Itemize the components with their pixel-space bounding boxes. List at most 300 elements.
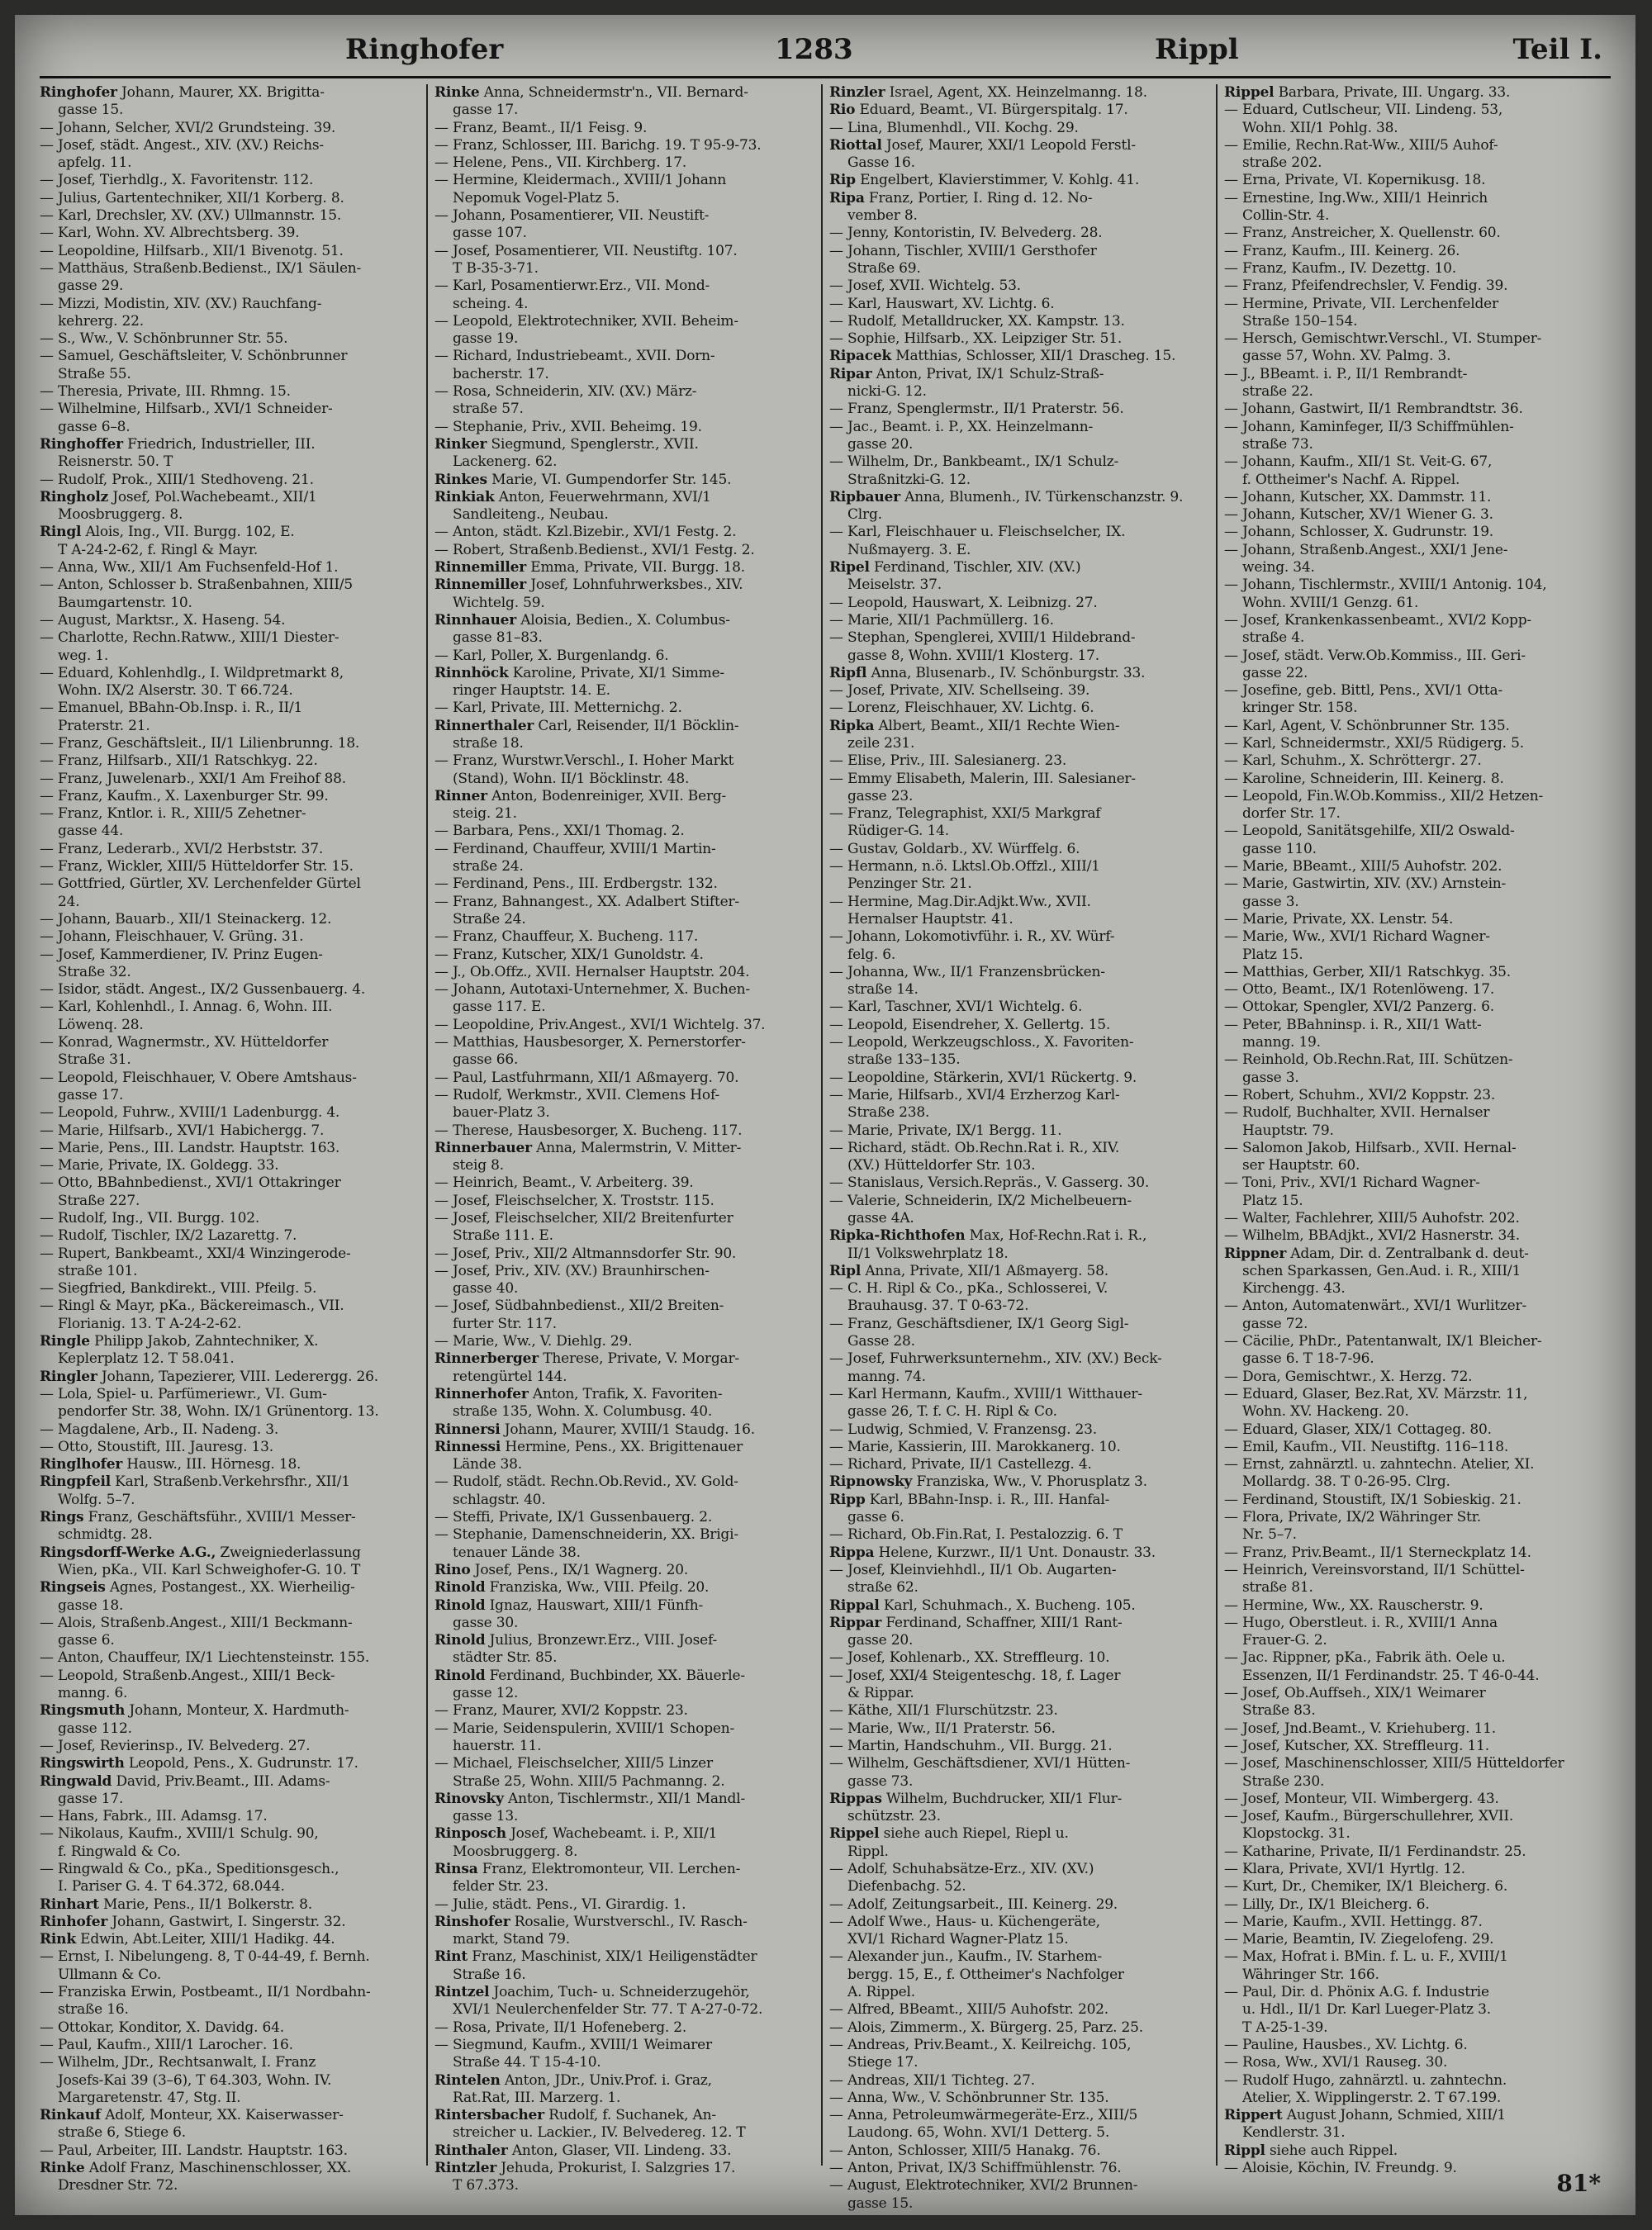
directory-entry-line: — Lilly, Dr., IX/1 Bleicherg. 6. bbox=[1224, 1896, 1430, 1913]
directory-entry-line: gasse 13. bbox=[453, 1808, 519, 1825]
directory-entry-line: Straße 31. bbox=[58, 1051, 131, 1069]
directory-entry-line: nicki-G. 12. bbox=[847, 383, 927, 401]
directory-entry-heading bbox=[829, 718, 1208, 735]
directory-entry-line: — Leopold, Sanitätsgehilfe, XII/2 Oswald- bbox=[1224, 823, 1515, 840]
directory-entry-heading bbox=[40, 524, 418, 541]
directory-entry-line: — Eduard, Kohlenhdlg., I. Wildpretmarkt 8, bbox=[40, 664, 344, 681]
directory-entry-line: straße 16. bbox=[58, 2001, 129, 2019]
directory-entry-line: — Josef, Priv., XIV. (XV.) Braunhirschen- bbox=[434, 1262, 710, 1279]
directory-entry-line: — Josef, städt. Verw.Ob.Kommiss., III. Geri- bbox=[1224, 647, 1526, 664]
footer-page-mark: 81* bbox=[1556, 2170, 1601, 2197]
surname-heading: Ripel bbox=[829, 559, 870, 576]
surname-heading: Rinnerthaler bbox=[434, 717, 534, 734]
surname-heading: Ringswirth bbox=[40, 1755, 125, 1772]
entry-text: Ignaz, Hauswart, XIII/1 Fünfh- bbox=[485, 1597, 704, 1614]
entry-text: Leopold, Pens., X. Gudrunstr. 17. bbox=[124, 1755, 358, 1772]
directory-entry-heading bbox=[434, 1668, 813, 1685]
surname-heading: Rinker bbox=[434, 435, 487, 453]
directory-entry-line: straße 73. bbox=[1242, 435, 1313, 453]
directory-entry-line: — Adolf, Zeitungsarbeit., III. Keinerg. 29. bbox=[829, 1896, 1118, 1913]
directory-entry-line: schmidtg. 28. bbox=[58, 1526, 153, 1544]
directory-entry-line: — Rudolf, Tischler, IX/2 Lazarettg. 7. bbox=[40, 1227, 297, 1245]
directory-entry-line: — August, Marktsr., X. Haseng. 54. bbox=[40, 611, 286, 629]
column-3 bbox=[829, 84, 1208, 2212]
surname-heading: Ringhofer bbox=[40, 84, 117, 101]
entry-text: Anna, Blumenh., IV. Türkenschanzstr. 9. bbox=[900, 488, 1184, 505]
directory-entry-line: — Hermine, Mag.Dir.Adjkt.Ww., XVII. bbox=[829, 893, 1091, 910]
entry-text: siehe auch Riepel, Riepl u. bbox=[879, 1825, 1069, 1843]
entry-text: Helene, Kurzwr., II/1 Unt. Donaustr. 33. bbox=[874, 1544, 1156, 1561]
directory-entry-line: — Franz, Geschäftsleit., II/1 Lilienbrunng. 18. bbox=[40, 734, 360, 752]
surname-heading: Rinthaler bbox=[434, 2142, 508, 2159]
directory-entry-line: dorfer Str. 17. bbox=[1242, 805, 1341, 823]
directory-entry-line: — Marie, Beamtin, IV. Ziegelofeng. 29. bbox=[1224, 1931, 1494, 1948]
surname-heading: Rinnhöck bbox=[434, 664, 509, 681]
directory-entry-line: — Isidor, städt. Angest., IX/2 Gussenbauerg. 4. bbox=[40, 981, 366, 999]
part-label: Teil I. bbox=[1512, 33, 1602, 66]
surname-heading: Ripka bbox=[829, 717, 875, 734]
surname-heading: Rinhart bbox=[40, 1896, 99, 1913]
surname-heading: Rinposch bbox=[434, 1825, 506, 1843]
surname-heading: Rinshofer bbox=[434, 1913, 510, 1930]
directory-entry-line: Straße 69. bbox=[847, 259, 921, 277]
directory-entry-line: — Adolf Wwe., Haus- u. Küchengeräte, bbox=[829, 1913, 1100, 1930]
directory-entry-line: schützstr. 23. bbox=[847, 1808, 941, 1825]
entry-text: Johann, Tapezierer, VIII. Lederergg. 26. bbox=[97, 1368, 378, 1385]
directory-entry-heading bbox=[40, 1333, 418, 1350]
directory-entry-line: — Siegmund, Kaufm., XVIII/1 Weimarer bbox=[434, 2036, 712, 2053]
directory-entry-line: Essenzen, II/1 Ferdinandstr. 25. T 46-0-44. bbox=[1242, 1667, 1540, 1684]
directory-entry-line: — Martin, Handschuhm., VII. Burgg. 21. bbox=[829, 1737, 1113, 1754]
directory-entry-line: Straße 150–154. bbox=[1242, 312, 1358, 330]
directory-entry-line: — Wilhelm, BBAdjkt., XVI/2 Hasnerstr. 34. bbox=[1224, 1227, 1520, 1245]
directory-entry-line: — Hans, Fabrk., III. Adamsg. 17. bbox=[40, 1808, 268, 1825]
directory-entry-heading bbox=[40, 2160, 418, 2177]
directory-entry-line: — Josef, Fleischselcher, XII/2 Breitenfurter bbox=[434, 1210, 733, 1226]
surname-heading: Ringhoffer bbox=[40, 435, 123, 453]
directory-entry-line: — Josef, Kammerdiener, IV. Prinz Eugen- bbox=[40, 946, 323, 963]
directory-entry-line: straße 18. bbox=[453, 734, 524, 752]
entry-text: Agnes, Postangest., XX. Wierheilig- bbox=[105, 1579, 355, 1597]
header-right-keyword: Rippl bbox=[1155, 33, 1239, 66]
surname-heading: Rinke bbox=[434, 84, 480, 101]
directory-entry-heading bbox=[829, 1263, 1208, 1280]
entry-text: Hermine, Pens., XX. Brigittenauer bbox=[501, 1438, 743, 1455]
directory-entry-line: scheing. 4. bbox=[453, 295, 529, 312]
directory-entry-line: — Marie, Pens., III. Landstr. Hauptstr. 163. bbox=[40, 1139, 340, 1156]
directory-entry-line: tenauer Lände 38. bbox=[453, 1544, 581, 1561]
directory-entry-line: Keplerplatz 12. T 58.041. bbox=[58, 1350, 235, 1368]
directory-entry-line: bacherstr. 17. bbox=[453, 365, 549, 382]
directory-entry-line: — Franz, Lederarb., XVI/2 Herbststr. 37. bbox=[40, 840, 324, 857]
entry-text: Anton, Bodenreiniger, XVII. Berg- bbox=[487, 787, 727, 804]
directory-entry-line: Dresdner Str. 72. bbox=[58, 2177, 178, 2194]
directory-entry-line: Wien, pKa., VII. Karl Schweighofer-G. 10. T bbox=[58, 1561, 361, 1578]
directory-entry-line: — Stephanie, Priv., XVII. Beheimg. 19. bbox=[434, 418, 702, 435]
directory-entry-line: — Hermann, n.ö. Lktsl.Ob.Offzl., XIII/1 bbox=[829, 858, 1100, 875]
directory-entry-line: f. Ringwald & Co. bbox=[58, 1843, 181, 1860]
directory-entry-line: Straße 32. bbox=[58, 963, 131, 980]
directory-entry-line: Straße 44. T 15-4-10. bbox=[453, 2054, 601, 2071]
directory-entry-line: — Käthe, XII/1 Flurschützstr. 23. bbox=[829, 1702, 1058, 1720]
directory-entry-heading bbox=[434, 1439, 813, 1456]
directory-entry-line: — Johann, Straßenb.Angest., XXI/1 Jene- bbox=[1224, 541, 1508, 558]
directory-entry-heading bbox=[434, 1632, 813, 1649]
directory-entry-line: — Kurt, Dr., Chemiker, IX/1 Bleicherg. 6. bbox=[1224, 1878, 1508, 1896]
directory-entry-line: — Franz, Geschäftsdiener, IX/1 Georg Sigl- bbox=[829, 1315, 1129, 1332]
directory-entry-line: Diefenbachg. 52. bbox=[847, 1878, 966, 1896]
directory-entry-line: Wichtelg. 59. bbox=[453, 594, 545, 611]
directory-entry-line: — Otto, Beamt., IX/1 Rotenlöweng. 17. bbox=[1224, 981, 1495, 999]
entry-text: Engelbert, Klavierstimmer, V. Kohlg. 41. bbox=[855, 172, 1140, 189]
directory-entry-line: Laudong. 65, Wohn. XVI/1 Detterg. 5. bbox=[847, 2124, 1110, 2142]
directory-entry-line: T B-35-3-71. bbox=[453, 259, 539, 277]
directory-entry-line: straße 6, Stiege 6. bbox=[58, 2124, 187, 2142]
directory-entry-line: — Franz, Kaufm., X. Laxenburger Str. 99. bbox=[40, 787, 329, 804]
directory-entry-line: — Josef, Tierhdlg., X. Favoritenstr. 112. bbox=[40, 172, 314, 189]
directory-entry-line: Straße 227. bbox=[58, 1192, 140, 1209]
directory-entry-line: Straße 16. bbox=[453, 1966, 526, 1983]
directory-entry-line: — Marie, Kaufm., XVII. Hettingg. 87. bbox=[1224, 1913, 1483, 1930]
directory-entry-line: gasse 17. bbox=[58, 1790, 124, 1807]
directory-entry-line: — Josef, Revierinsp., IV. Belvederg. 27. bbox=[40, 1737, 311, 1754]
directory-entry-line: Klopstockg. 31. bbox=[1242, 1825, 1351, 1843]
directory-entry-line: — Pauline, Hausbes., XV. Lichtg. 6. bbox=[1224, 2036, 1468, 2053]
entry-text: Josef, Lohnfuhrwerksbes., XIV. bbox=[526, 576, 743, 594]
entry-text: Adolf Franz, Maschinenschlosser, XX. bbox=[84, 2160, 352, 2177]
directory-entry-heading bbox=[434, 1579, 813, 1597]
directory-entry-line: — Marie, Ww., XVI/1 Richard Wagner- bbox=[1224, 928, 1490, 946]
directory-entry-line: — Rudolf, Prok., XIII/1 Stedhoveng. 21. bbox=[40, 471, 314, 488]
surname-heading: Rinkauf bbox=[40, 2107, 102, 2124]
directory-entry-heading bbox=[434, 1421, 813, 1439]
entry-text: Philipp Jakob, Zahntechniker, X. bbox=[89, 1333, 319, 1350]
directory-entry-line: — Karl, Posamentierwr.Erz., VII. Mond- bbox=[434, 278, 710, 295]
entry-text: Zweigniederlassung bbox=[216, 1544, 361, 1561]
directory-page bbox=[15, 15, 1635, 2215]
surname-heading: Ringpfeil bbox=[40, 1473, 111, 1491]
directory-entry-line: — Franz, Spenglermstr., II/1 Praterstr. 56. bbox=[829, 401, 1124, 418]
directory-entry-line: A. Rippel. bbox=[847, 1984, 915, 2001]
entry-text: Karl, Straßenb.Verkehrsfhr., XII/1 bbox=[110, 1473, 350, 1491]
directory-entry-line: gasse 112. bbox=[58, 1720, 132, 1737]
page-header bbox=[15, 15, 1635, 79]
directory-entry-line: — Josef, Kutscher, XX. Streffleurg. 11. bbox=[1224, 1737, 1489, 1754]
directory-entry-line: — Marie, Ww., V. Diehlg. 29. bbox=[434, 1333, 633, 1350]
directory-entry-line: gasse 15. bbox=[58, 102, 124, 119]
entry-text: Siegmund, Spenglerstr., XVII. bbox=[487, 435, 699, 453]
directory-entry-heading bbox=[434, 788, 813, 805]
directory-entry-line: Platz 15. bbox=[1242, 946, 1303, 963]
entry-text: Marie, VI. Gumpendorfer Str. 145. bbox=[487, 471, 732, 488]
directory-entry-line: XVI/1 Richard Wagner-Platz 15. bbox=[847, 1931, 1069, 1948]
entry-text: Albert, Beamt., XII/1 Rechte Wien- bbox=[874, 717, 1120, 734]
directory-entry-line: gasse 6. T 18-7-96. bbox=[1242, 1350, 1374, 1368]
directory-entry-line: — Leopold, Fin.W.Ob.Kommiss., XII/2 Hetzen- bbox=[1224, 787, 1544, 804]
directory-entry-line: kehrerg. 22. bbox=[58, 312, 144, 330]
surname-heading: Rint bbox=[434, 1948, 468, 1966]
directory-entry-line: — Wilhelm, JDr., Rechtsanwalt, I. Franz bbox=[40, 2054, 316, 2071]
directory-entry-line: — Josef, Maschinenschlosser, XIII/5 Hütteldorfer bbox=[1224, 1755, 1564, 1772]
directory-entry-line: gasse 73. bbox=[847, 1772, 914, 1790]
surname-heading: Ripacek bbox=[829, 348, 892, 365]
directory-entry-line: — Ferdinand, Stoustift, IX/1 Sobieskig. 21. bbox=[1224, 1491, 1521, 1508]
directory-entry-line: gasse 20. bbox=[847, 435, 914, 453]
directory-entry-line: — Johann, Fleischhauer, V. Grüng. 31. bbox=[40, 928, 304, 946]
directory-entry-heading bbox=[40, 1896, 418, 1914]
directory-entry-line: — Josef, Krankenkassenbeamt., XVI/2 Kopp- bbox=[1224, 611, 1531, 629]
entry-text: Franziska, Ww., VIII. Pfeilg. 20. bbox=[485, 1579, 710, 1597]
entry-text: Franz, Portier, I. Ring d. 12. No- bbox=[864, 189, 1093, 206]
directory-entry-line: — Reinhold, Ob.Rechn.Rat, III. Schützen- bbox=[1224, 1051, 1513, 1069]
directory-entry-line: — Leopold, Hauswart, X. Leibnizg. 27. bbox=[829, 594, 1098, 611]
directory-entry-line: — Emanuel, BBahn-Ob.Insp. i. R., II/1 bbox=[40, 700, 303, 717]
directory-entry-line: gasse 44. bbox=[58, 823, 124, 840]
directory-columns bbox=[40, 84, 1609, 2212]
directory-entry-line: — Johann, Schlosser, X. Gudrunstr. 19. bbox=[1224, 524, 1494, 541]
directory-entry-line: Nr. 5–7. bbox=[1242, 1526, 1297, 1544]
directory-entry-line: — Hugo, Oberstleut. i. R., XVIII/1 Anna bbox=[1224, 1614, 1498, 1631]
entry-text: Johann, Monteur, X. Hardmuth- bbox=[125, 1702, 349, 1720]
directory-entry-line: — Sophie, Hilfsarb., XX. Leipziger Str. 51. bbox=[829, 330, 1123, 348]
directory-entry-line: — Johann, Bauarb., XII/1 Steinackerg. 12. bbox=[40, 910, 332, 928]
directory-entry-line: — Franz, Wickler, XIII/5 Hütteldorfer Str. 15. bbox=[40, 858, 354, 875]
directory-entry-line: Platz 15. bbox=[1242, 1192, 1303, 1209]
directory-entry-line: — Paul, Lastfuhrmann, XII/1 Aßmayerg. 70. bbox=[434, 1069, 739, 1086]
directory-entry-line: T A-25-1-39. bbox=[1242, 2019, 1328, 2036]
directory-entry-line: — Matthäus, Straßenb.Bedienst., IX/1 Säulen- bbox=[40, 259, 362, 277]
directory-entry-line: — Franz, Kutscher, XIX/1 Gunoldstr. 4. bbox=[434, 946, 704, 963]
directory-entry-line: Penzinger Str. 21. bbox=[847, 875, 972, 893]
directory-entry-line: — Leopoldine, Priv.Angest., XVI/1 Wichtelg. 37. bbox=[434, 1016, 766, 1033]
surname-heading: Rinke bbox=[40, 2160, 85, 2177]
directory-entry-line: Rat.Rat, III. Marzerg. 1. bbox=[453, 2089, 621, 2106]
surname-heading: Ripar bbox=[829, 365, 872, 382]
surname-heading: Rio bbox=[829, 102, 856, 119]
entry-text: Anna, Schneidermstr'n., VII. Bernard- bbox=[479, 84, 748, 101]
directory-entry-line: — Karl, Schneidermstr., XXI/5 Rüdigerg. 5. bbox=[1224, 734, 1524, 752]
directory-entry-line: gasse 110. bbox=[1242, 840, 1317, 857]
directory-entry-line: straße 14. bbox=[847, 981, 919, 999]
directory-entry-line: — Aloisie, Köchin, IV. Freundg. 9. bbox=[1224, 2160, 1457, 2177]
entry-text: Marie, Pens., II/1 Bolkerstr. 8. bbox=[98, 1896, 313, 1913]
directory-entry-line: gasse 22. bbox=[1242, 664, 1308, 681]
directory-entry-line: Moosbruggerg. 8. bbox=[453, 1843, 578, 1860]
directory-entry-line: gasse 29. bbox=[58, 278, 124, 295]
directory-entry-line: — Johann, Gastwirt, II/1 Rembrandtstr. 36. bbox=[1224, 401, 1523, 418]
surname-heading: Rippal bbox=[829, 1597, 880, 1614]
surname-heading: Ripa bbox=[829, 189, 865, 206]
directory-entry-line: Wohn. XII/1 Pohlg. 38. bbox=[1242, 119, 1398, 136]
directory-entry-line: — Franz, Kaufm., IV. Dezettg. 10. bbox=[1224, 259, 1456, 277]
directory-entry-line: Hernalser Hauptstr. 41. bbox=[847, 910, 1014, 928]
directory-entry-heading bbox=[434, 2160, 813, 2177]
surname-heading: Ringler bbox=[40, 1368, 97, 1385]
directory-entry-line: Stiege 17. bbox=[847, 2054, 919, 2071]
directory-entry-line: u. Hdl., II/1 Dr. Karl Lueger-Platz 3. bbox=[1242, 2001, 1491, 2019]
directory-entry-line: — Josef, Südbahnbedienst., XII/2 Breiten- bbox=[434, 1298, 724, 1315]
surname-heading: Ringsdorff-Werke A.G., bbox=[40, 1544, 216, 1561]
directory-entry-line: — Josefine, geb. Bittl, Pens., XVI/1 Otta- bbox=[1224, 682, 1502, 700]
directory-entry-line: Reisnerstr. 50. T bbox=[58, 453, 173, 471]
directory-entry-heading bbox=[829, 137, 1208, 154]
directory-entry-line: felder Str. 23. bbox=[453, 1878, 548, 1896]
surname-heading: Ripl bbox=[829, 1262, 862, 1279]
entry-text: Ferdinand, Buchbinder, XX. Bäuerle- bbox=[485, 1667, 745, 1684]
directory-entry-line: gasse 26, T. f. C. H. Ripl & Co. bbox=[847, 1403, 1057, 1421]
directory-entry-line: — Adolf, Schuhabsätze-Erz., XIV. (XV.) bbox=[829, 1860, 1094, 1877]
entry-text: Johann, Gastwirt, I. Singerstr. 32. bbox=[107, 1913, 346, 1930]
surname-heading: Rinold bbox=[434, 1632, 486, 1649]
directory-entry-line: Löwenq. 28. bbox=[58, 1016, 144, 1033]
directory-entry-line: — Samuel, Geschäftsleiter, V. Schönbrunner bbox=[40, 348, 348, 365]
page-number: 1283 bbox=[775, 33, 853, 66]
directory-entry-line: — Rosa, Schneiderin, XIV. (XV.) März- bbox=[434, 383, 697, 401]
directory-entry-line: — Johann, Lokomotivführ. i. R., XV. Würf- bbox=[829, 928, 1115, 946]
column-2 bbox=[434, 84, 813, 2194]
directory-entry-line: f. Ottheimer's Nachf. A. Rippel. bbox=[1242, 471, 1460, 488]
directory-entry-heading bbox=[434, 2107, 813, 2124]
directory-entry-line: vember 8. bbox=[847, 207, 918, 225]
directory-entry-line: — Hermine, Ww., XX. Rauscherstr. 9. bbox=[1224, 1597, 1483, 1614]
directory-entry-line: — Josef, Priv., XII/2 Altmannsdorfer Str. 90. bbox=[434, 1245, 737, 1262]
entry-text: Rosalie, Wurstverschl., IV. Rasch- bbox=[510, 1913, 748, 1930]
directory-entry-line: Collin-Str. 4. bbox=[1242, 207, 1330, 225]
directory-entry-line: — Johanna, Ww., II/1 Franzensbrücken- bbox=[829, 963, 1105, 980]
directory-entry-heading bbox=[829, 1227, 1208, 1245]
directory-entry-heading bbox=[434, 2142, 813, 2160]
directory-entry-line: Brauhausg. 37. T 0-63-72. bbox=[847, 1298, 1029, 1315]
directory-entry-line: retengürtel 144. bbox=[453, 1368, 567, 1385]
directory-entry-line: — Valerie, Schneiderin, IX/2 Michelbeuern- bbox=[829, 1192, 1132, 1209]
entry-text: Aloisia, Bedien., X. Columbus- bbox=[516, 611, 730, 629]
directory-entry-line: — Magdalene, Arb., II. Nadeng. 3. bbox=[40, 1421, 279, 1438]
directory-entry-line: Sandleiteng., Neubau. bbox=[453, 506, 609, 524]
directory-entry-line: — Ferdinand, Pens., III. Erdbergstr. 132. bbox=[434, 875, 718, 893]
directory-entry-line: gasse 15. bbox=[847, 2194, 914, 2212]
surname-heading: Ripbauer bbox=[829, 488, 900, 505]
directory-entry-line: — Franz, Priv.Beamt., II/1 Sternеckplatz 14. bbox=[1224, 1544, 1531, 1561]
directory-entry-line: — Max, Hofrat i. BMin. f. L. u. F., XVIII/1 bbox=[1224, 1948, 1508, 1966]
directory-entry-line: — Franz, Wurstwr.Verschl., I. Hoher Markt bbox=[434, 752, 734, 770]
directory-entry-line: — Richard, Ob.Fin.Rat, I. Pestalozzig. 6. T bbox=[829, 1526, 1123, 1544]
directory-entry-line: — C. H. Ripl & Co., pKa., Schlosserei, V. bbox=[829, 1280, 1108, 1298]
directory-entry-line: — Nikolaus, Kaufm., XVIII/1 Schulg. 90, bbox=[40, 1825, 319, 1843]
surname-heading: Rippert bbox=[1224, 2107, 1283, 2124]
entry-text: Max, Hof-Rechn.Rat i. R., bbox=[965, 1227, 1147, 1245]
directory-entry-line: steig. 21. bbox=[453, 805, 517, 823]
entry-text: Matthias, Schlosser, XII/1 Drascheg. 15. bbox=[891, 348, 1176, 365]
surname-heading: Rippner bbox=[1224, 1245, 1287, 1262]
directory-entry-heading bbox=[829, 366, 1208, 383]
directory-entry-heading bbox=[829, 1544, 1208, 1562]
directory-entry-heading bbox=[40, 2107, 418, 2124]
surname-heading: Rinovsky bbox=[434, 1790, 504, 1807]
directory-entry-line: — Klara, Private, XVI/1 Hyrtlg. 12. bbox=[1224, 1860, 1465, 1877]
entry-text: Barbara, Private, III. Ungarg. 33. bbox=[1274, 84, 1511, 101]
directory-entry-line: — Marie, Hilfsarb., XVI/4 Erzherzog Karl- bbox=[829, 1086, 1120, 1103]
directory-entry-line: manng. 6. bbox=[58, 1685, 128, 1702]
directory-entry-line: hauerstr. 11. bbox=[453, 1737, 542, 1754]
directory-entry-line: ringer Hauptstr. 14. E. bbox=[453, 682, 610, 700]
directory-entry-line: — Marie, BBeamt., XIII/5 Auhofstr. 202. bbox=[1224, 858, 1502, 875]
directory-entry-line: Florianig. 13. T A-24-2-62. bbox=[58, 1315, 242, 1332]
entry-text: Edwin, Abt.Leiter, XIII/1 Hadikg. 44. bbox=[75, 1931, 335, 1948]
directory-entry-line: straße 133–135. bbox=[847, 1051, 961, 1069]
directory-entry-line: — Josef, Fuhrwerksunternehm., XIV. (XV.) Beck- bbox=[829, 1350, 1162, 1368]
entry-text: Jehuda, Prokurist, I. Salzgries 17. bbox=[496, 2160, 736, 2177]
directory-entry-line: straße 202. bbox=[1242, 154, 1322, 172]
directory-entry-line: gasse 3. bbox=[1242, 1069, 1299, 1086]
directory-entry-line: — Karl, Private, III. Metternichg. 2. bbox=[434, 700, 682, 717]
directory-entry-line: — J., BBeamt. i. P., II/1 Rembrandt- bbox=[1224, 365, 1468, 382]
directory-entry-line: — Emilie, Rechn.Rat-Ww., XIII/5 Auhof- bbox=[1224, 136, 1498, 154]
surname-heading: Ripnowsky bbox=[829, 1473, 913, 1491]
directory-entry-line: — Anton, Schlosser, XIII/5 Hanakg. 76. bbox=[829, 2142, 1101, 2159]
directory-entry-line: II/1 Volkswehrplatz 18. bbox=[847, 1245, 1009, 1262]
surname-heading: Ringholz bbox=[40, 488, 109, 505]
directory-entry-line: — Barbara, Pens., XXI/1 Thomag. 2. bbox=[434, 823, 685, 840]
column-divider bbox=[821, 84, 823, 2166]
directory-entry-heading bbox=[434, 612, 813, 629]
directory-entry-line: Moosbruggerg. 8. bbox=[58, 506, 183, 524]
directory-entry-line: — Flora, Private, IX/2 Währinger Str. bbox=[1224, 1509, 1481, 1526]
directory-entry-line: — Ottokar, Konditor, X. Davidg. 64. bbox=[40, 2019, 284, 2036]
directory-entry-line: — Rosa, Ww., XVI/1 Rauseg. 30. bbox=[1224, 2054, 1448, 2071]
directory-entry-line: schen Sparkassen, Gen.Aud. i. R., XIII/1 bbox=[1242, 1262, 1521, 1279]
directory-entry-line: — Ferdinand, Chauffeur, XVIII/1 Martin- bbox=[434, 840, 716, 857]
surname-heading: Ringwald bbox=[40, 1772, 112, 1790]
directory-entry-line: — Franz, Bahnangest., XX. Adalbert Stifter- bbox=[434, 893, 739, 910]
directory-entry-heading bbox=[40, 1755, 418, 1772]
directory-entry-line: zeile 231. bbox=[847, 734, 915, 752]
entry-text: David, Priv.Beamt., III. Adams- bbox=[112, 1772, 330, 1790]
directory-entry-line: gasse 6. bbox=[847, 1509, 904, 1526]
directory-entry-line: — Ernestine, Ing.Ww., XIII/1 Heinrich bbox=[1224, 189, 1488, 206]
directory-entry-line: — Helene, Pens., VII. Kirchberg. 17. bbox=[434, 154, 687, 172]
directory-entry-line: — Theresia, Private, III. Rhmng. 15. bbox=[40, 383, 291, 401]
surname-heading: Rinnessi bbox=[434, 1438, 501, 1455]
directory-entry-line: — Richard, Industriebeamt., XVII. Dorn- bbox=[434, 348, 715, 365]
directory-entry-heading bbox=[829, 489, 1208, 506]
directory-entry-line: — Johann, Posamentierer, VII. Neustift- bbox=[434, 207, 710, 225]
directory-entry-line: — Stephan, Spenglerei, XVIII/1 Hildebrand- bbox=[829, 629, 1136, 647]
surname-heading: Ringsmuth bbox=[40, 1702, 126, 1720]
directory-entry-line: Ullmann & Co. bbox=[58, 1966, 162, 1983]
directory-entry-heading bbox=[40, 1914, 418, 1931]
directory-entry-line: — Alexander jun., Kaufm., IV. Starhem- bbox=[829, 1948, 1102, 1966]
directory-entry-line: gasse 40. bbox=[453, 1280, 519, 1298]
directory-entry-line: Nepomuk Vogel-Platz 5. bbox=[453, 189, 620, 206]
directory-entry-line: — Marie, Private, XX. Lenstr. 54. bbox=[1224, 910, 1454, 928]
directory-entry-line: straße 22. bbox=[1242, 383, 1313, 401]
directory-entry-line: — Franz, Pfeifendrechsler, V. Fendig. 39. bbox=[1224, 278, 1508, 295]
directory-entry-line: Straße 25, Wohn. XIII/5 Pachmanng. 2. bbox=[453, 1772, 725, 1790]
surname-heading: Ringseis bbox=[40, 1579, 106, 1597]
directory-entry-heading bbox=[829, 172, 1208, 189]
directory-entry-heading bbox=[829, 190, 1208, 207]
directory-entry-heading bbox=[434, 1825, 813, 1843]
directory-entry-heading bbox=[829, 1791, 1208, 1808]
entry-text: Anna, Malermstrin, V. Mitter- bbox=[531, 1139, 742, 1156]
directory-entry-line: T A-24-2-62, f. Ringl & Mayr. bbox=[58, 541, 259, 558]
directory-entry-line: — Matthias, Gerber, XII/1 Ratschkyg. 35. bbox=[1224, 963, 1511, 980]
directory-entry-line: — Leopold, Straßenb.Angest., XIII/1 Beck- bbox=[40, 1667, 335, 1684]
directory-entry-line: Frauer-G. 2. bbox=[1242, 1632, 1327, 1649]
directory-entry-line: — Rudolf, Werkmstr., XVII. Clemens Hof- bbox=[434, 1086, 719, 1103]
surname-heading: Rinold bbox=[434, 1667, 486, 1684]
directory-entry-heading bbox=[1224, 2142, 1602, 2160]
